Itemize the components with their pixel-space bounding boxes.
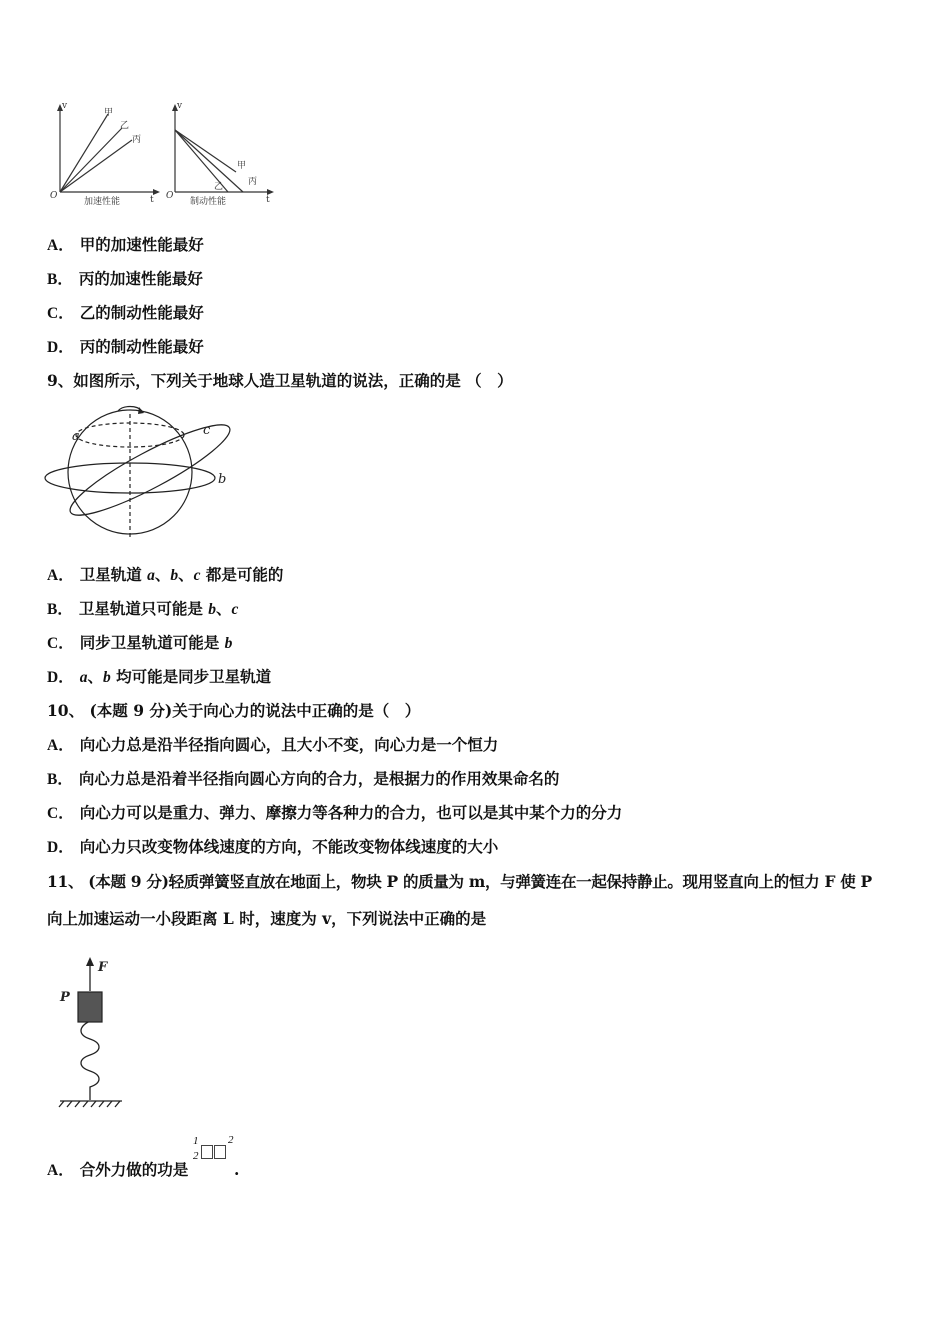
q8-option-a[interactable]: A． 甲的加速性能最好 bbox=[47, 235, 204, 254]
q11-stem-line2: 向上加速运动一小段距离 L 时，速度为 v，下列说法中正确的是 bbox=[47, 909, 487, 928]
left-origin-label: O bbox=[50, 191, 58, 201]
right-curve-label-jia: 甲 bbox=[237, 161, 247, 171]
q9-stem: 9、如图所示，下列关于地球人造卫星轨道的说法，正确的是 （ ） bbox=[47, 371, 513, 390]
right-axis-y-label: v bbox=[177, 101, 183, 111]
right-curve-label-bing: 丙 bbox=[248, 177, 258, 187]
left-curve-label-jia: 甲 bbox=[104, 108, 114, 118]
q10-option-c[interactable]: C． 向心力可以是重力、弹力、摩擦力等各种力的合力，也可以是其中某个力的分力 bbox=[47, 803, 623, 822]
q10-stem: 10、 (本题 9 分)关于向心力的说法中正确的是（ ） bbox=[47, 701, 421, 720]
q11-stem-line1: 11、 (本题 9 分)轻质弹簧竖直放在地面上，物块 P 的质量为 m，与弹簧连在一起保持静止。现用竖直向上的恒力 F 使 P bbox=[47, 872, 872, 891]
q11-option-a[interactable]: A． 合外力做的功是 bbox=[47, 1160, 189, 1179]
vt-graphs-figure bbox=[40, 98, 285, 213]
q11-option-a-end: . bbox=[234, 1160, 240, 1179]
orbit-a-label: a bbox=[72, 429, 80, 444]
satellite-orbits-figure bbox=[40, 400, 240, 542]
left-caption: 加速性能 bbox=[84, 197, 121, 207]
formula-exponent: 2 bbox=[228, 1134, 234, 1146]
right-caption: 制动性能 bbox=[190, 197, 227, 207]
spring-block-figure bbox=[50, 955, 140, 1113]
orbit-b-label: b bbox=[218, 472, 227, 487]
q8-option-d[interactable]: D． 丙的制动性能最好 bbox=[47, 337, 204, 356]
force-f-label: F bbox=[98, 960, 108, 975]
left-curve-label-bing: 丙 bbox=[132, 135, 142, 145]
work-fraction-denominator: 2 bbox=[193, 1150, 199, 1162]
q9-option-a[interactable]: A． 卫星轨道 a、b、c 都是可能的 bbox=[47, 565, 284, 584]
right-curve-label-yi: 乙 bbox=[214, 182, 224, 192]
left-axis-y-label: v bbox=[62, 101, 68, 111]
q9-option-d[interactable]: D． a、b 均可能是同步卫星轨道 bbox=[47, 667, 272, 686]
q9-option-b[interactable]: B． 卫星轨道只可能是 b、c bbox=[47, 599, 239, 618]
formula-placeholder-boxes bbox=[201, 1141, 227, 1160]
q10-option-b[interactable]: B． 向心力总是沿着半径指向圆心方向的合力，是根据力的作用效果命名的 bbox=[47, 769, 560, 788]
q8-option-c[interactable]: C． 乙的制动性能最好 bbox=[47, 303, 204, 322]
work-fraction-numerator: 1 bbox=[193, 1135, 199, 1147]
right-axis-x-label: t bbox=[266, 195, 270, 205]
block-p-label: P bbox=[60, 990, 70, 1005]
block-p bbox=[78, 992, 102, 1022]
left-axis-x-label: t bbox=[150, 195, 154, 205]
q10-option-a[interactable]: A． 向心力总是沿半径指向圆心，且大小不变，向心力是一个恒力 bbox=[47, 735, 499, 754]
q10-option-d[interactable]: D． 向心力只改变物体线速度的方向，不能改变物体线速度的大小 bbox=[47, 837, 499, 856]
q9-option-c[interactable]: C． 同步卫星轨道可能是 b bbox=[47, 633, 233, 652]
orbit-c-label: c bbox=[203, 423, 211, 438]
q8-option-b[interactable]: B． 丙的加速性能最好 bbox=[47, 269, 203, 288]
right-origin-label: O bbox=[166, 191, 174, 201]
left-curve-label-yi: 乙 bbox=[120, 121, 130, 131]
